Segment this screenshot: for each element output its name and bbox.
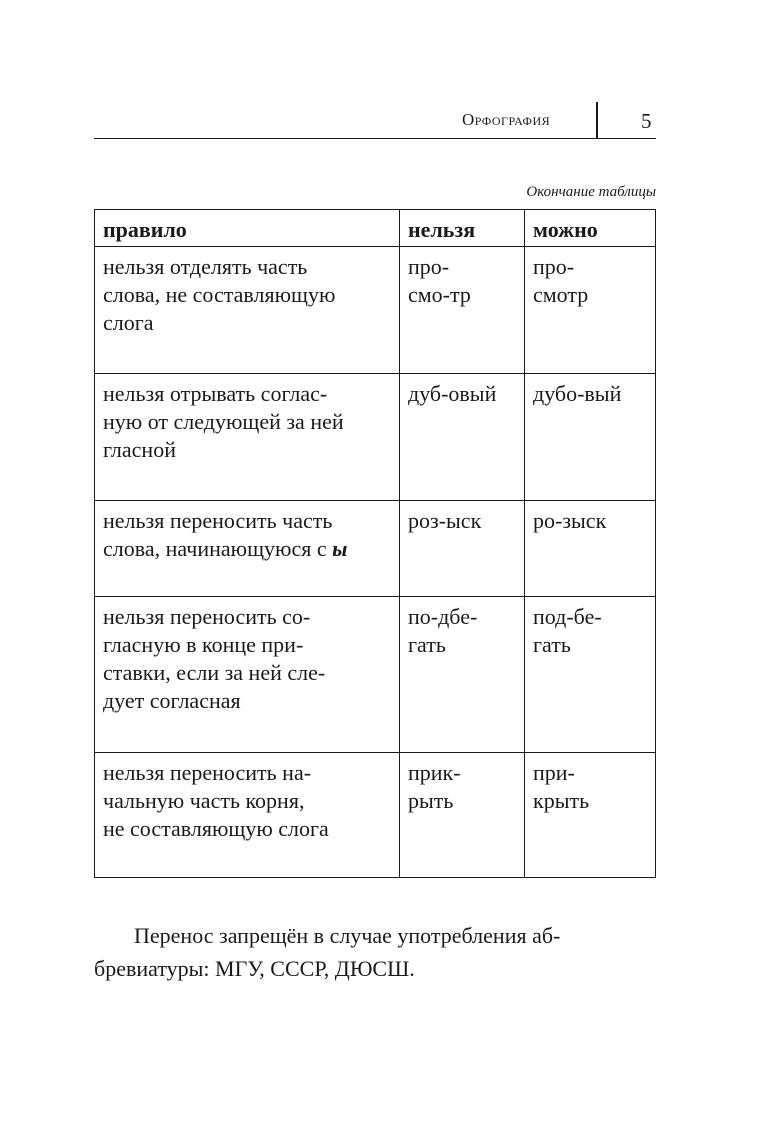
rule-line: гласной bbox=[103, 437, 176, 462]
table-row bbox=[95, 753, 656, 878]
right-example-cell bbox=[525, 247, 656, 374]
column-header-wrong: нельзя bbox=[400, 210, 525, 247]
example-line: смотр bbox=[533, 282, 589, 307]
page-number: 5 bbox=[641, 109, 652, 133]
example-line: по-дбе- bbox=[408, 604, 478, 629]
wrong-example-cell bbox=[400, 597, 525, 753]
rule-cell bbox=[95, 753, 400, 878]
running-header bbox=[94, 102, 656, 139]
table-caption: Окончание таблицы bbox=[526, 184, 656, 200]
rule-line: нельзя переносить со- bbox=[103, 604, 311, 629]
rule-line: нельзя отделять часть bbox=[103, 254, 308, 279]
table-row bbox=[95, 247, 656, 374]
example-line: прик- bbox=[408, 760, 461, 785]
rule-cell bbox=[95, 597, 400, 753]
example-line: ро-зыск bbox=[533, 508, 607, 533]
running-title: Орфография bbox=[462, 110, 551, 129]
example-line: дуб-овый bbox=[408, 381, 497, 406]
right-example-cell bbox=[525, 597, 656, 753]
emphasized-letter: ы bbox=[332, 536, 348, 561]
paragraph-line: Перенос запрещён в случае употребления аб- bbox=[134, 923, 561, 948]
wrong-example-cell bbox=[400, 501, 525, 597]
rule-line: слова, начинающуюся с bbox=[103, 536, 333, 561]
table-row bbox=[95, 501, 656, 597]
wrong-example-cell bbox=[400, 753, 525, 878]
header-separator bbox=[596, 102, 598, 138]
rule-cell bbox=[95, 501, 400, 597]
right-example-cell bbox=[525, 753, 656, 878]
rule-cell bbox=[95, 374, 400, 501]
rule-line: слога bbox=[103, 310, 154, 335]
rule-line: нельзя переносить на- bbox=[103, 760, 312, 785]
rule-cell bbox=[95, 247, 400, 374]
rule-line: гласную в конце при- bbox=[103, 632, 304, 657]
rule-line: ную от следующей за ней bbox=[103, 409, 344, 434]
example-line: рыть bbox=[408, 788, 454, 813]
example-line: крыть bbox=[533, 788, 590, 813]
rule-line: слова, не составляющую bbox=[103, 282, 336, 307]
rule-line: чальную часть корня, bbox=[103, 788, 305, 813]
right-example-cell bbox=[525, 501, 656, 597]
table-header-row bbox=[95, 210, 656, 247]
wrong-example-cell bbox=[400, 374, 525, 501]
example-line: дубо-вый bbox=[533, 381, 622, 406]
body-paragraph bbox=[94, 919, 656, 985]
column-header-rule: правило bbox=[95, 210, 400, 247]
example-line: гать bbox=[408, 632, 446, 657]
example-line: под-бе- bbox=[533, 604, 602, 629]
rule-line: нельзя переносить часть bbox=[103, 508, 333, 533]
column-header-right: можно bbox=[525, 210, 656, 247]
right-example-cell bbox=[525, 374, 656, 501]
rule-line: ставки, если за ней сле- bbox=[103, 660, 326, 685]
hyphenation-rules-table bbox=[94, 209, 656, 878]
rule-line: не составляющую слога bbox=[103, 816, 329, 841]
rule-line: нельзя отрывать соглас- bbox=[103, 381, 328, 406]
table-row bbox=[95, 597, 656, 753]
example-line: про- bbox=[533, 254, 575, 279]
example-line: смо-тр bbox=[408, 282, 471, 307]
example-line: роз-ыск bbox=[408, 508, 482, 533]
paragraph-line: бревиатуры: МГУ, СССР, ДЮСШ. bbox=[94, 956, 415, 981]
example-line: при- bbox=[533, 760, 575, 785]
example-line: про- bbox=[408, 254, 450, 279]
wrong-example-cell bbox=[400, 247, 525, 374]
example-line: гать bbox=[533, 632, 571, 657]
table-row bbox=[95, 374, 656, 501]
rule-line: дует согласная bbox=[103, 688, 241, 713]
